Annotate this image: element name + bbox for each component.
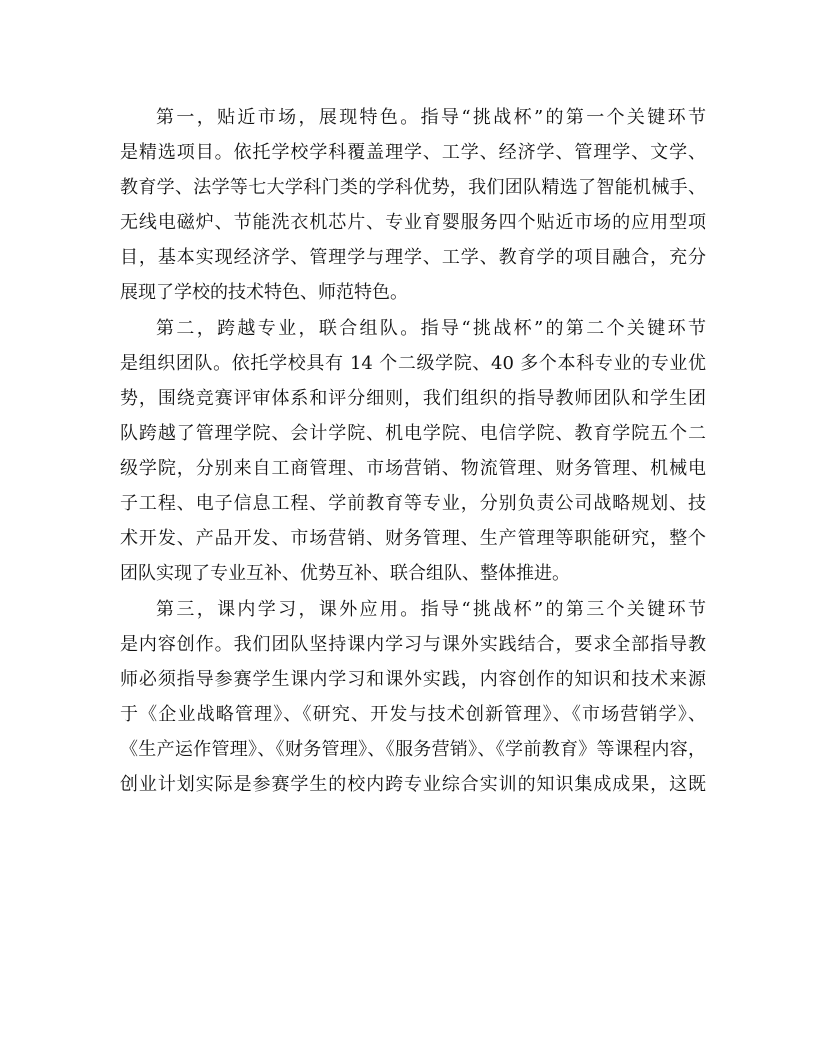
paragraph-line: 《生产运作管理》、《财务管理》、《服务营销》、《学前教育》等课程内容， (120, 739, 706, 760)
paragraph-line: 师必须指导参赛学生课内学习和课外实践，内容创作的知识和技术来源 (120, 669, 706, 690)
paragraph-line: 于《企业战略管理》、《研究、开发与技术创新管理》、《市场营销学》、 (120, 704, 706, 725)
paragraph-line: 第一，贴近市场，展现特色。指导“挑战杯”的第一个关键环节 (156, 107, 706, 128)
paragraph-line: 教育学、法学等七大学科门类的学科优势，我们团队精选了智能机械手、 (120, 177, 706, 198)
paragraph-line: 子工程、电子信息工程、学前教育等专业，分别负责公司战略规划、技 (120, 493, 706, 514)
paragraph-line: 势，围绕竞赛评审体系和评分细则，我们组织的指导教师团队和学生团 (120, 388, 706, 409)
paragraph-line: 创业计划实际是参赛学生的校内跨专业综合实训的知识集成成果，这既 (120, 774, 706, 795)
paragraph-line: 术开发、产品开发、市场营销、财务管理、生产管理等职能研究，整个 (120, 528, 706, 549)
paragraph-line: 目，基本实现经济学、管理学与理学、工学、教育学的项目融合，充分 (120, 247, 706, 268)
document-body (120, 100, 706, 802)
paragraph-line: 团队实现了专业互补、优势互补、联合组队、整体推进。 (120, 563, 570, 584)
paragraph-line: 是内容创作。我们团队坚持课内学习与课外实践结合，要求全部指导教 (120, 634, 706, 655)
paragraph-2 (120, 311, 706, 591)
paragraph-3 (120, 592, 706, 802)
paragraph-line: 展现了学校的技术特色、师范特色。 (120, 282, 408, 303)
paragraph-line: 无线电磁炉、节能洗衣机芯片、专业育婴服务四个贴近市场的应用型项 (120, 212, 706, 233)
paragraph-line: 第二，跨越专业，联合组队。指导“挑战杯”的第二个关键环节 (156, 318, 706, 339)
paragraph-line: 第三，课内学习，课外应用。指导“挑战杯”的第三个关键环节 (156, 599, 706, 620)
paragraph-line: 是精选项目。依托学校学科覆盖理学、工学、经济学、管理学、文学、 (120, 142, 706, 163)
paragraph-line: 队跨越了管理学院、会计学院、机电学院、电信学院、教育学院五个二 (120, 423, 706, 444)
paragraph-line: 是组织团队。依托学校具有 14 个二级学院、40 多个本科专业的专业优 (120, 353, 706, 374)
paragraph-line: 级学院，分别来自工商管理、市场营销、物流管理、财务管理、机械电 (120, 458, 706, 479)
paragraph-1 (120, 100, 706, 310)
